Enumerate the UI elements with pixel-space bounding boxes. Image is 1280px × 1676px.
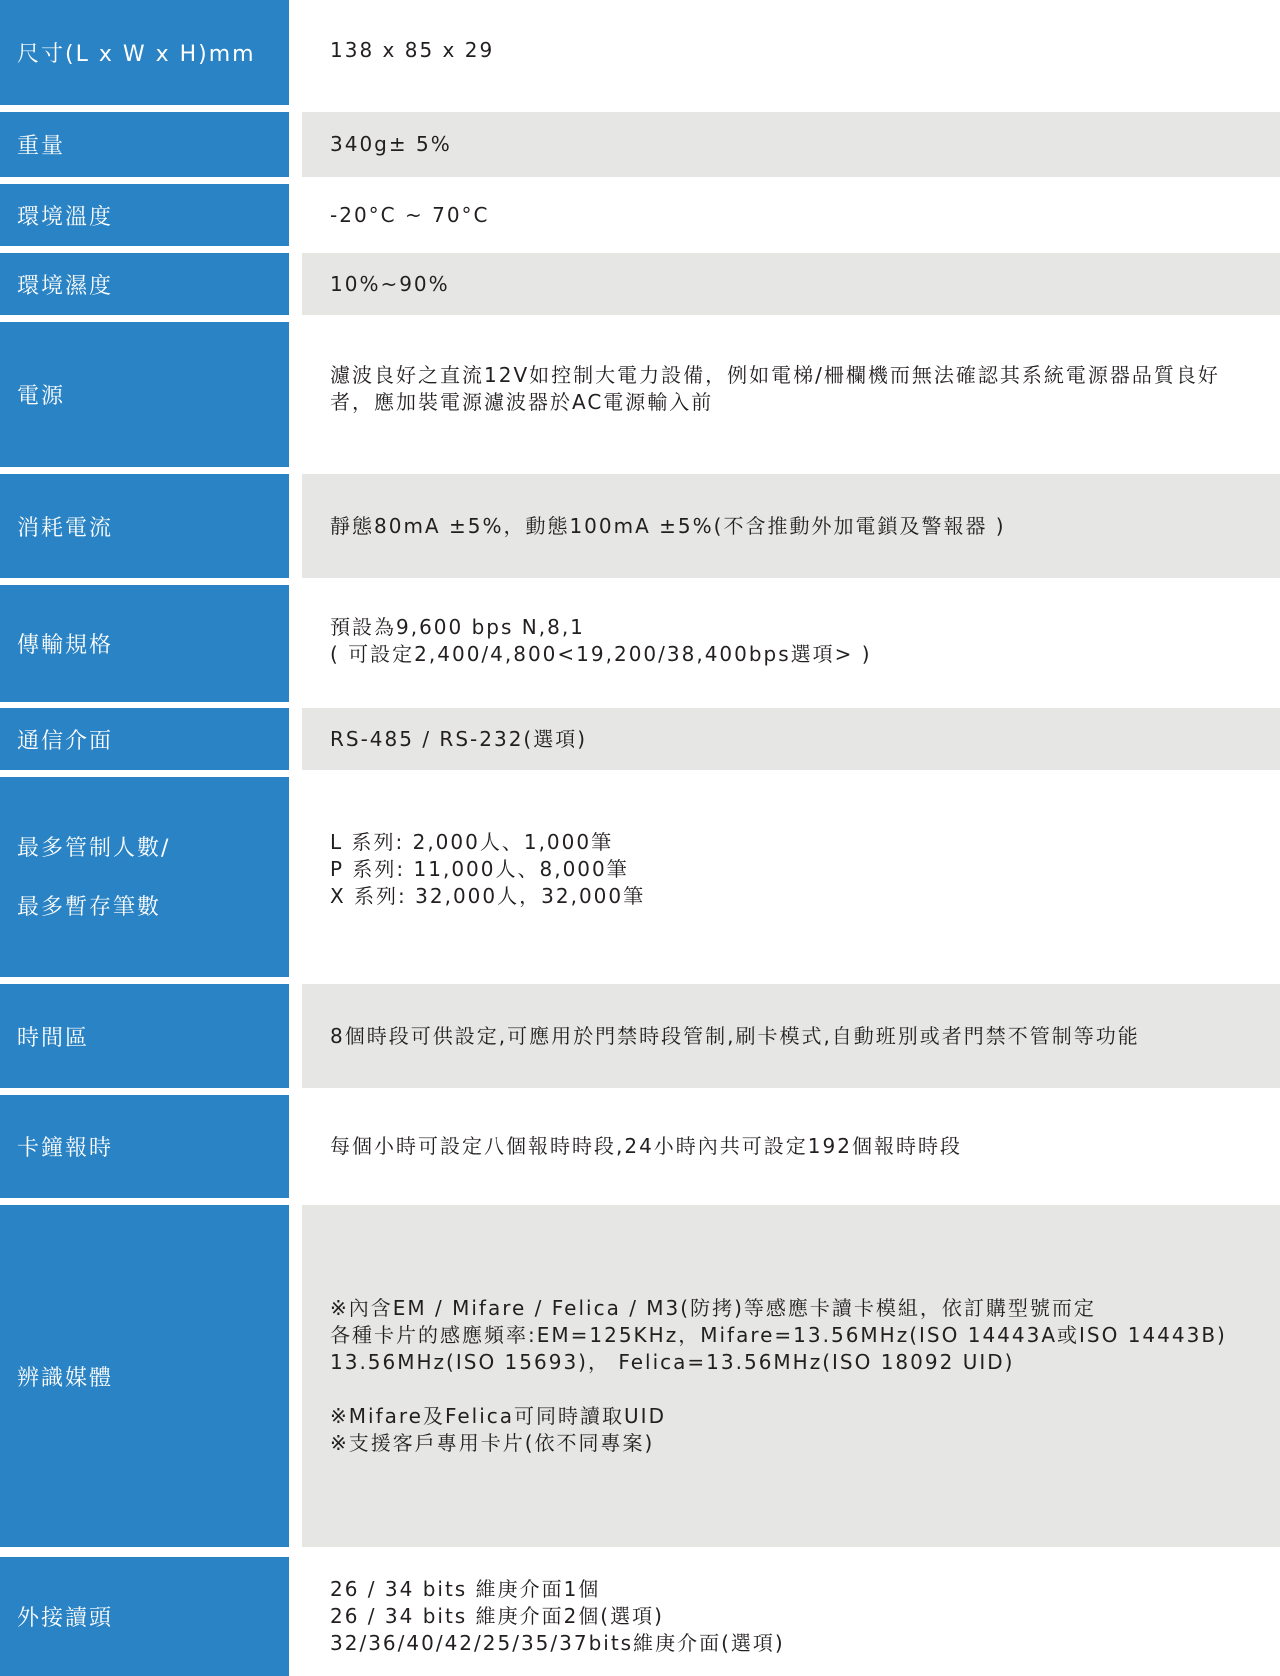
spec-value-line: ( 可設定2,400/4,800<19,200/38,400bps選項> ) [330, 642, 872, 666]
spec-label-text: 外接讀頭 [17, 1606, 114, 1631]
spec-value [302, 0, 1280, 105]
spec-value-line: 26 / 34 bits 維庚介面1個 [330, 1577, 601, 1601]
spec-value-line: L 系列: 2,000人、1,000筆 [330, 830, 614, 854]
spec-row-interface [0, 708, 1280, 770]
spec-value-line: 10%~90% [330, 271, 450, 296]
spec-label [0, 1095, 289, 1198]
spec-value [302, 112, 1280, 177]
spec-value [302, 777, 1280, 977]
spec-value-line: ※內含EM / Mifare / Felica / M3(防拷)等感應卡讀卡模組，依訂購型號而定 [330, 1296, 1096, 1320]
spec-row-chime [0, 1095, 1280, 1198]
spec-label-text: 尺寸(L x W x H)mm [17, 42, 256, 67]
spec-value-line: 預設為9,600 bps N,8,1 [330, 615, 585, 639]
spec-value [302, 322, 1280, 467]
spec-value [302, 585, 1280, 702]
spec-value-line: 靜態80mA ±5%，動態100mA ±5%(不含推動外加電鎖及警報器 ) [330, 513, 1006, 538]
spec-row-transmission [0, 585, 1280, 702]
spec-value-line: 各種卡片的感應頻率:EM=125KHz，Mifare=13.56MHz(ISO 14443A或ISO 14443B) [330, 1323, 1227, 1347]
spec-label [0, 1557, 289, 1676]
spec-value-line: 8個時段可供設定,可應用於門禁時段管制,刷卡模式,自動班別或者門禁不管制等功能 [330, 1023, 1140, 1048]
spec-label [0, 777, 289, 977]
spec-row-reader [0, 1557, 1280, 1676]
spec-row-power [0, 322, 1280, 467]
spec-value-line: 340g± 5% [330, 132, 452, 156]
spec-label-text: 消耗電流 [17, 515, 114, 541]
spec-value-line: P 系列: 11,000人、8,000筆 [330, 857, 629, 881]
spec-label [0, 708, 289, 770]
spec-value [302, 1095, 1280, 1198]
spec-value-spacer [330, 1376, 1260, 1403]
spec-label [0, 184, 289, 246]
spec-row-temperature [0, 184, 1280, 246]
spec-label [0, 474, 289, 578]
spec-row-humidity [0, 253, 1280, 315]
spec-value-line: 濾波良好之直流12V如控制大電力設備，例如電梯/柵欄機而無法確認其系統電源器品質良好者，應加裝電源濾波器於AC電源輸入前 [330, 363, 1220, 414]
spec-label-text: 環境溫度 [17, 204, 114, 230]
spec-value-line: ※Mifare及Felica可同時讀取UID [330, 1404, 666, 1428]
spec-label [0, 1205, 289, 1547]
spec-label-text: 環境濕度 [17, 273, 114, 299]
spec-row-weight [0, 112, 1280, 177]
spec-label [0, 984, 289, 1088]
spec-value-line: 每個小時可設定八個報時時段,24小時內共可設定192個報時時段 [330, 1134, 962, 1158]
spec-value [302, 984, 1280, 1088]
spec-label-text: 最多暫存筆數 [17, 895, 162, 920]
spec-value-line: 26 / 34 bits 維庚介面2個(選項) [330, 1604, 664, 1628]
spec-value-line: 138 x 85 x 29 [330, 38, 495, 62]
spec-value [302, 253, 1280, 315]
spec-row-time-zone [0, 984, 1280, 1088]
spec-label-text: 傳輸規格 [17, 633, 114, 658]
spec-row-capacity [0, 777, 1280, 977]
spec-label-text: 最多管制人數/ [17, 836, 171, 861]
spec-value-line: -20°C ~ 70°C [330, 202, 490, 227]
spec-value-line: 32/36/40/42/25/35/37bits維庚介面(選項) [330, 1631, 785, 1655]
spec-label [0, 253, 289, 315]
spec-label-text: 時間區 [17, 1025, 90, 1051]
spec-value-line: 13.56MHz(ISO 15693)， Felica=13.56MHz(ISO 18092 UID) [330, 1350, 1015, 1374]
spec-row-dimensions [0, 0, 1280, 105]
spec-label [0, 112, 289, 177]
spec-label-text: 辨識媒體 [17, 1365, 114, 1391]
spec-value [302, 1557, 1280, 1676]
spec-value [302, 708, 1280, 770]
spec-label-text: 通信介面 [17, 728, 114, 754]
spec-value [302, 184, 1280, 246]
spec-label-text: 卡鐘報時 [17, 1136, 114, 1161]
spec-label-text: 重量 [17, 134, 66, 159]
spec-value-line: X 系列: 32,000人，32,000筆 [330, 884, 646, 908]
spec-value [302, 474, 1280, 578]
spec-label [0, 0, 289, 105]
spec-label [0, 585, 289, 702]
spec-value [302, 1205, 1280, 1547]
spec-value-line: RS-485 / RS-232(選項) [330, 726, 588, 751]
spec-label [0, 322, 289, 467]
spec-row-current [0, 474, 1280, 578]
spec-value-line: ※支援客戶專用卡片(依不同專案) [330, 1431, 655, 1455]
spec-label-text: 電源 [17, 384, 66, 409]
spec-row-media [0, 1205, 1280, 1547]
